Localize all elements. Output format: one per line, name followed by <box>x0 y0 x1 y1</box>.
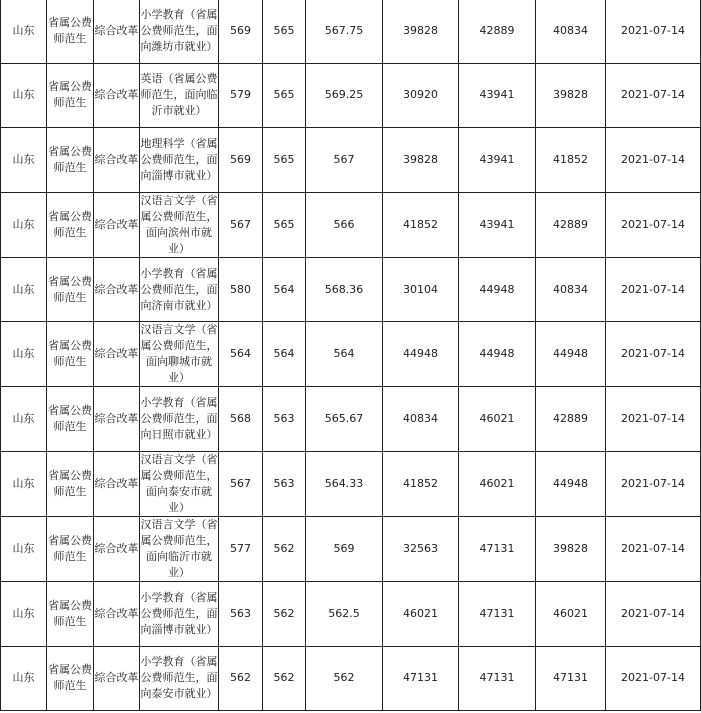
avg-rank-cell: 47131 <box>536 646 606 711</box>
avg-rank-cell: 40834 <box>536 257 606 322</box>
max-score-cell: 567 <box>219 192 263 257</box>
avg-score-cell: 567.75 <box>306 0 383 63</box>
table-row <box>1 387 701 452</box>
subject-reform-cell: 综合改革 <box>94 63 140 128</box>
avg-score-cell: 565.67 <box>306 387 383 452</box>
enrollment-type-cell: 省属公费师范生 <box>47 581 94 646</box>
max-score-cell: 564 <box>219 322 263 387</box>
table-row <box>1 516 701 581</box>
date-cell: 2021-07-14 <box>606 128 701 193</box>
max-score-cell: 577 <box>219 516 263 581</box>
enrollment-type-cell: 省属公费师范生 <box>47 322 94 387</box>
province-cell: 山东 <box>1 322 47 387</box>
avg-rank-cell: 42889 <box>536 387 606 452</box>
enrollment-type-cell: 省属公费师范生 <box>47 387 94 452</box>
subject-reform-cell: 综合改革 <box>94 128 140 193</box>
subject-reform-cell: 综合改革 <box>94 322 140 387</box>
avg-score-cell: 568.36 <box>306 257 383 322</box>
max-score-cell: 567 <box>219 451 263 516</box>
min-score-cell: 562 <box>263 646 306 711</box>
max-rank-cell: 32563 <box>383 516 459 581</box>
avg-score-cell: 562 <box>306 646 383 711</box>
table-row <box>1 128 701 193</box>
province-cell: 山东 <box>1 516 47 581</box>
major-cell: 小学教育（省属公费师范生，面向淄博市就业） <box>140 581 219 646</box>
max-score-cell: 579 <box>219 63 263 128</box>
province-cell: 山东 <box>1 387 47 452</box>
min-score-cell: 565 <box>263 192 306 257</box>
avg-rank-cell: 44948 <box>536 451 606 516</box>
province-cell: 山东 <box>1 63 47 128</box>
date-cell: 2021-07-14 <box>606 192 701 257</box>
date-cell: 2021-07-14 <box>606 387 701 452</box>
major-cell: 汉语言文学（省属公费师范生，面向泰安市就业） <box>140 451 219 516</box>
province-cell: 山东 <box>1 0 47 63</box>
table-row <box>1 0 701 63</box>
min-rank-cell: 43941 <box>459 192 536 257</box>
min-score-cell: 562 <box>263 581 306 646</box>
min-score-cell: 564 <box>263 322 306 387</box>
max-rank-cell: 47131 <box>383 646 459 711</box>
avg-score-cell: 566 <box>306 192 383 257</box>
max-rank-cell: 39828 <box>383 128 459 193</box>
avg-rank-cell: 39828 <box>536 63 606 128</box>
min-score-cell: 563 <box>263 387 306 452</box>
max-rank-cell: 41852 <box>383 192 459 257</box>
province-cell: 山东 <box>1 646 47 711</box>
table-body <box>1 0 701 711</box>
enrollment-type-cell: 省属公费师范生 <box>47 451 94 516</box>
min-rank-cell: 42889 <box>459 0 536 63</box>
min-rank-cell: 46021 <box>459 387 536 452</box>
major-cell: 英语（省属公费师范生，面向临沂市就业） <box>140 63 219 128</box>
major-cell: 小学教育（省属公费师范生，面向日照市就业） <box>140 387 219 452</box>
major-cell: 小学教育（省属公费师范生，面向泰安市就业） <box>140 646 219 711</box>
enrollment-type-cell: 省属公费师范生 <box>47 257 94 322</box>
major-cell: 汉语言文学（省属公费师范生，面向临沂市就业） <box>140 516 219 581</box>
major-cell: 小学教育（省属公费师范生，面向潍坊市就业） <box>140 0 219 63</box>
avg-rank-cell: 46021 <box>536 581 606 646</box>
subject-reform-cell: 综合改革 <box>94 257 140 322</box>
province-cell: 山东 <box>1 128 47 193</box>
min-score-cell: 565 <box>263 128 306 193</box>
max-rank-cell: 30920 <box>383 63 459 128</box>
min-score-cell: 563 <box>263 451 306 516</box>
min-rank-cell: 47131 <box>459 516 536 581</box>
date-cell: 2021-07-14 <box>606 451 701 516</box>
enrollment-type-cell: 省属公费师范生 <box>47 128 94 193</box>
avg-score-cell: 567 <box>306 128 383 193</box>
avg-rank-cell: 42889 <box>536 192 606 257</box>
subject-reform-cell: 综合改革 <box>94 581 140 646</box>
enrollment-type-cell: 省属公费师范生 <box>47 63 94 128</box>
max-rank-cell: 39828 <box>383 0 459 63</box>
min-rank-cell: 43941 <box>459 128 536 193</box>
date-cell: 2021-07-14 <box>606 0 701 63</box>
avg-rank-cell: 41852 <box>536 128 606 193</box>
max-rank-cell: 44948 <box>383 322 459 387</box>
max-rank-cell: 40834 <box>383 387 459 452</box>
date-cell: 2021-07-14 <box>606 257 701 322</box>
major-cell: 汉语言文学（省属公费师范生，面向滨州市就业） <box>140 192 219 257</box>
table-row <box>1 646 701 711</box>
min-score-cell: 565 <box>263 0 306 63</box>
table-row <box>1 451 701 516</box>
min-rank-cell: 47131 <box>459 646 536 711</box>
province-cell: 山东 <box>1 581 47 646</box>
max-score-cell: 569 <box>219 0 263 63</box>
date-cell: 2021-07-14 <box>606 322 701 387</box>
avg-rank-cell: 40834 <box>536 0 606 63</box>
min-rank-cell: 43941 <box>459 63 536 128</box>
date-cell: 2021-07-14 <box>606 516 701 581</box>
max-score-cell: 569 <box>219 128 263 193</box>
table-row <box>1 257 701 322</box>
avg-score-cell: 562.5 <box>306 581 383 646</box>
min-score-cell: 565 <box>263 63 306 128</box>
date-cell: 2021-07-14 <box>606 63 701 128</box>
min-rank-cell: 47131 <box>459 581 536 646</box>
subject-reform-cell: 综合改革 <box>94 516 140 581</box>
subject-reform-cell: 综合改革 <box>94 192 140 257</box>
enrollment-type-cell: 省属公费师范生 <box>47 646 94 711</box>
min-rank-cell: 44948 <box>459 322 536 387</box>
avg-rank-cell: 44948 <box>536 322 606 387</box>
table-row <box>1 63 701 128</box>
max-rank-cell: 41852 <box>383 451 459 516</box>
subject-reform-cell: 综合改革 <box>94 451 140 516</box>
subject-reform-cell: 综合改革 <box>94 646 140 711</box>
date-cell: 2021-07-14 <box>606 646 701 711</box>
max-score-cell: 580 <box>219 257 263 322</box>
subject-reform-cell: 综合改革 <box>94 387 140 452</box>
max-score-cell: 568 <box>219 387 263 452</box>
max-rank-cell: 46021 <box>383 581 459 646</box>
avg-score-cell: 569.25 <box>306 63 383 128</box>
max-score-cell: 562 <box>219 646 263 711</box>
major-cell: 地理科学（省属公费师范生，面向淄博市就业） <box>140 128 219 193</box>
avg-rank-cell: 39828 <box>536 516 606 581</box>
province-cell: 山东 <box>1 257 47 322</box>
avg-score-cell: 564 <box>306 322 383 387</box>
avg-score-cell: 564.33 <box>306 451 383 516</box>
table-row <box>1 581 701 646</box>
date-cell: 2021-07-14 <box>606 581 701 646</box>
max-rank-cell: 30104 <box>383 257 459 322</box>
province-cell: 山东 <box>1 192 47 257</box>
enrollment-type-cell: 省属公费师范生 <box>47 0 94 63</box>
table-row <box>1 322 701 387</box>
min-score-cell: 562 <box>263 516 306 581</box>
min-rank-cell: 46021 <box>459 451 536 516</box>
subject-reform-cell: 综合改革 <box>94 0 140 63</box>
major-cell: 小学教育（省属公费师范生，面向济南市就业） <box>140 257 219 322</box>
province-cell: 山东 <box>1 451 47 516</box>
min-rank-cell: 44948 <box>459 257 536 322</box>
max-score-cell: 563 <box>219 581 263 646</box>
major-cell: 汉语言文学（省属公费师范生，面向聊城市就业） <box>140 322 219 387</box>
table-row <box>1 192 701 257</box>
enrollment-type-cell: 省属公费师范生 <box>47 192 94 257</box>
avg-score-cell: 569 <box>306 516 383 581</box>
min-score-cell: 564 <box>263 257 306 322</box>
enrollment-type-cell: 省属公费师范生 <box>47 516 94 581</box>
